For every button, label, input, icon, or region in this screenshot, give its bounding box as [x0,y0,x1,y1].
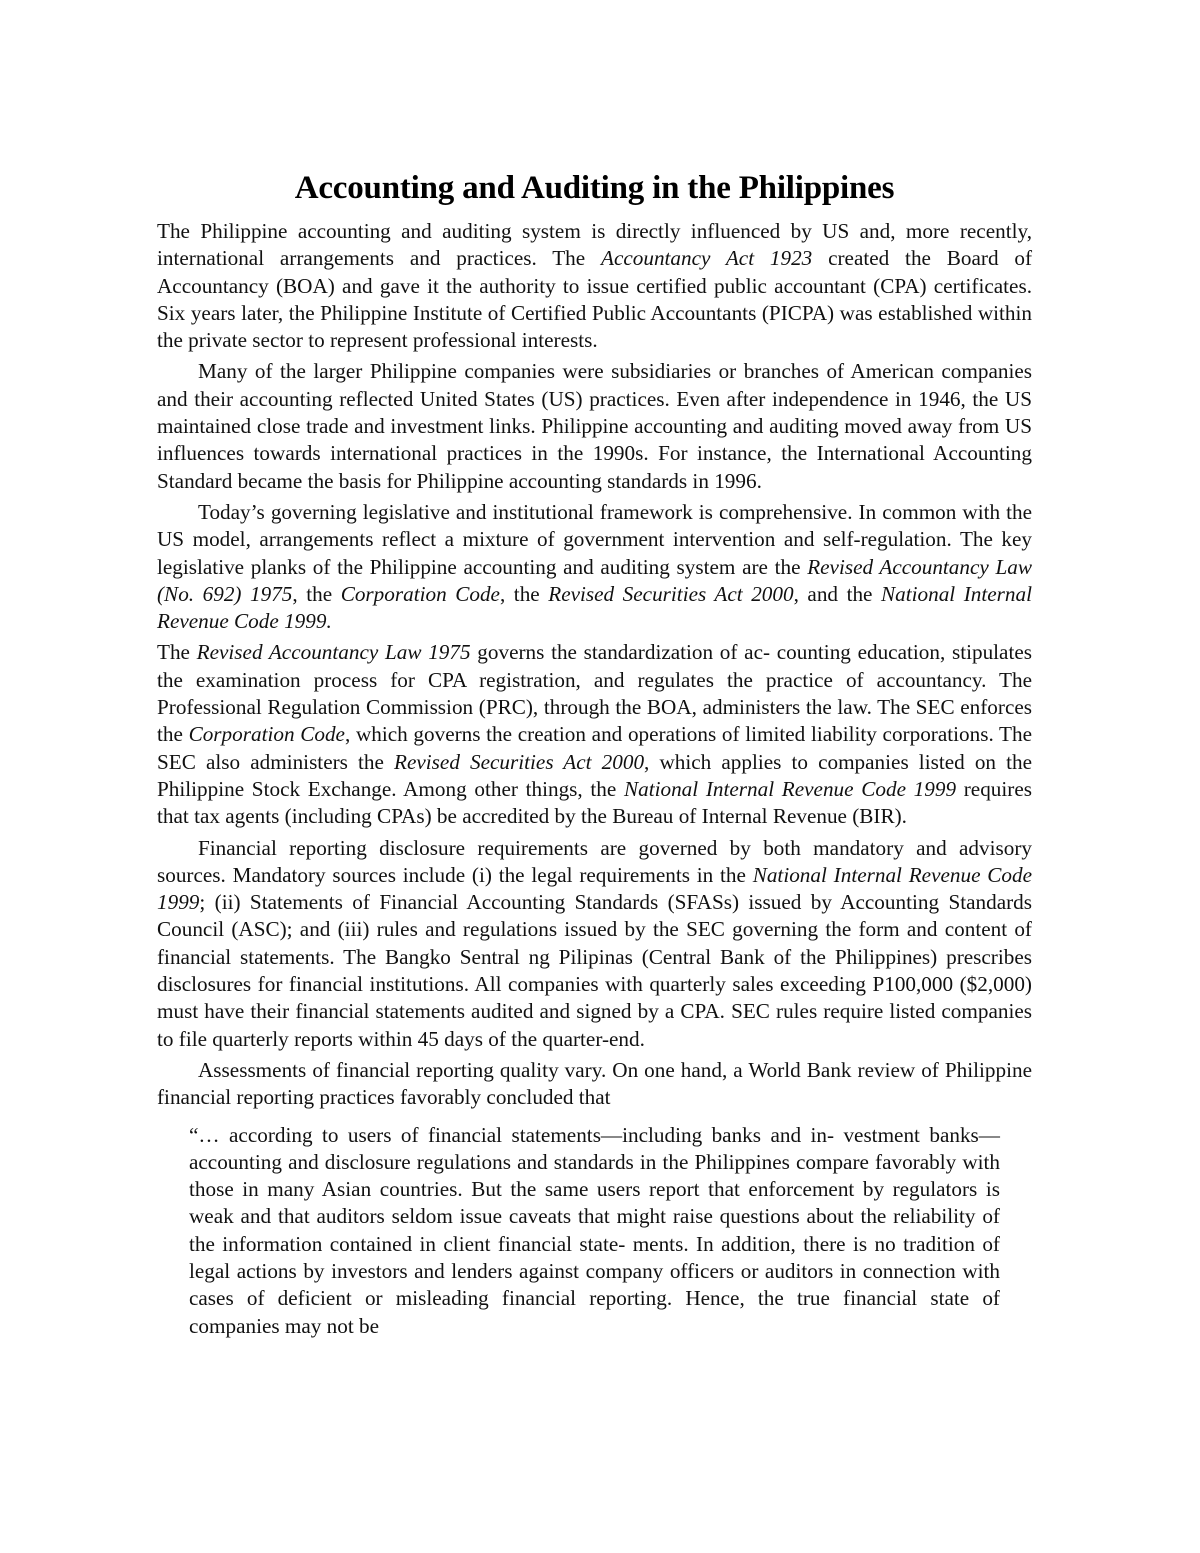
paragraph-text: Many of the larger Philippine companies were subsidiaries or branches of American companies and their accounting reflected United States (US) practices. Even after independence in 1946, the US maintained close trade and investment links. Philippine accounting and auditing moved away from US influences towards international practices in the 1990s. For instance, the International Accounting Standard became the basis for Philippine accounting standards in 1996. [157,359,1032,493]
paragraph-text: The Philippine accounting and auditing system is directly influenced by US and, more recently, international arrangements and practices. The [157,219,1032,271]
paragraph-text: , the [499,581,549,606]
paragraph-text: Financial reporting disclosure requirements are governed by both mandatory and advisory sources. Mandatory sources include (i) the legal requirements in the [157,835,1032,887]
italic-citation: National Internal Revenue Code 1999 [623,776,957,801]
block-quote: “… according to users of financial statements—including banks and in- vestment banks—accounting and disclosure regulations and standards in the Philippines compare favorably with those in many Asian countries. But the same users report that enforcement by regulators is weak and that auditors seldom issue caveats that might raise questions about the reliability of the information contained in client financial state- ments. In addition, there is no tradition of legal actions by investors and lenders against company officers or auditors in connection with cases of deficient or misleading financial reporting. Hence, the true financial state of companies may not be [189,1122,1000,1338]
body-paragraph [157,499,1032,635]
body-paragraph [157,358,1032,494]
paragraph-text: created the Board of Accountancy (BOA) and gave it the authority to issue certified public accountant (CPA) certificates. Six years later, the Philippine Institute of Certified Public Accountants (PICPA) was established within the private sector to represent professional interests. [157,246,1033,353]
document-page [157,168,1032,1340]
italic-citation: Revised Accountancy Law (No. 692) 1975 [157,554,1033,606]
body-text [157,218,1032,1112]
body-paragraph [157,639,1032,830]
body-paragraph [157,218,1032,354]
paragraph-text: , which governs the creation and operations of limited liability corporations. The SEC also administers the [157,722,1032,774]
italic-citation: National Internal Revenue Code 1999. [157,581,1032,634]
paragraph-text: Today’s governing legislative and institutional framework is comprehensive. In common with the US model, arrangements reflect a mixture of government intervention and self-regulation. The key legislative planks of the Philippine accounting and auditing system are the [157,499,1032,579]
paragraph-text: , which applies to companies listed on the Philippine Stock Exchange. Among other things, the [157,749,1033,801]
paragraph-text: , and the [793,581,882,606]
paragraph-text: requires that tax agents (including CPAs) be accredited by the Bureau of Internal Revenue (BIR). [157,776,1032,829]
italic-citation: National Internal Revenue Code 1999 [157,862,1032,915]
paragraph-text: Assessments of financial reporting quality vary. On one hand, a World Bank review of Philippine financial reporting practices favorably concluded that [157,1057,1032,1110]
italic-citation: Revised Accountancy Law 1975 [196,640,471,665]
body-paragraph [157,1057,1032,1112]
italic-citation: Corporation Code [188,722,345,747]
paragraph-text: The [157,640,197,665]
paragraph-text: ; (ii) Statements of Financial Accounting Standards (SFASs) issued by Accounting Standards Council (ASC); and (iii) rules and regulations issued by the SEC governing the form and content of financial statements. The Bangko Sentral ng Pilipinas (Central Bank of the Philippines) prescribes disclosures for financial institutions. All companies with quarterly sales exceeding P100,000 ($2,000) must have their financial statements audited and signed by a CPA. SEC rules require listed companies to file quarterly reports within 45 days of the quarter-end. [157,890,1032,1051]
italic-citation: Corporation Code [340,581,500,606]
body-paragraph [157,835,1032,1053]
page-title: Accounting and Auditing in the Philippines [294,170,895,206]
italic-citation: Accountancy Act 1923 [601,246,813,271]
italic-citation: Revised Securities Act 2000 [548,581,794,606]
paragraph-text: , the [292,581,341,606]
italic-citation: Revised Securities Act 2000 [394,749,645,774]
paragraph-text: governs the standardization of ac- counting education, stipulates the examination process for CPA registration, and regulates the practice of accountancy. The Professional Regulation Commission (PRC), through the BOA, administers the law. The SEC enforces the [157,640,1032,747]
